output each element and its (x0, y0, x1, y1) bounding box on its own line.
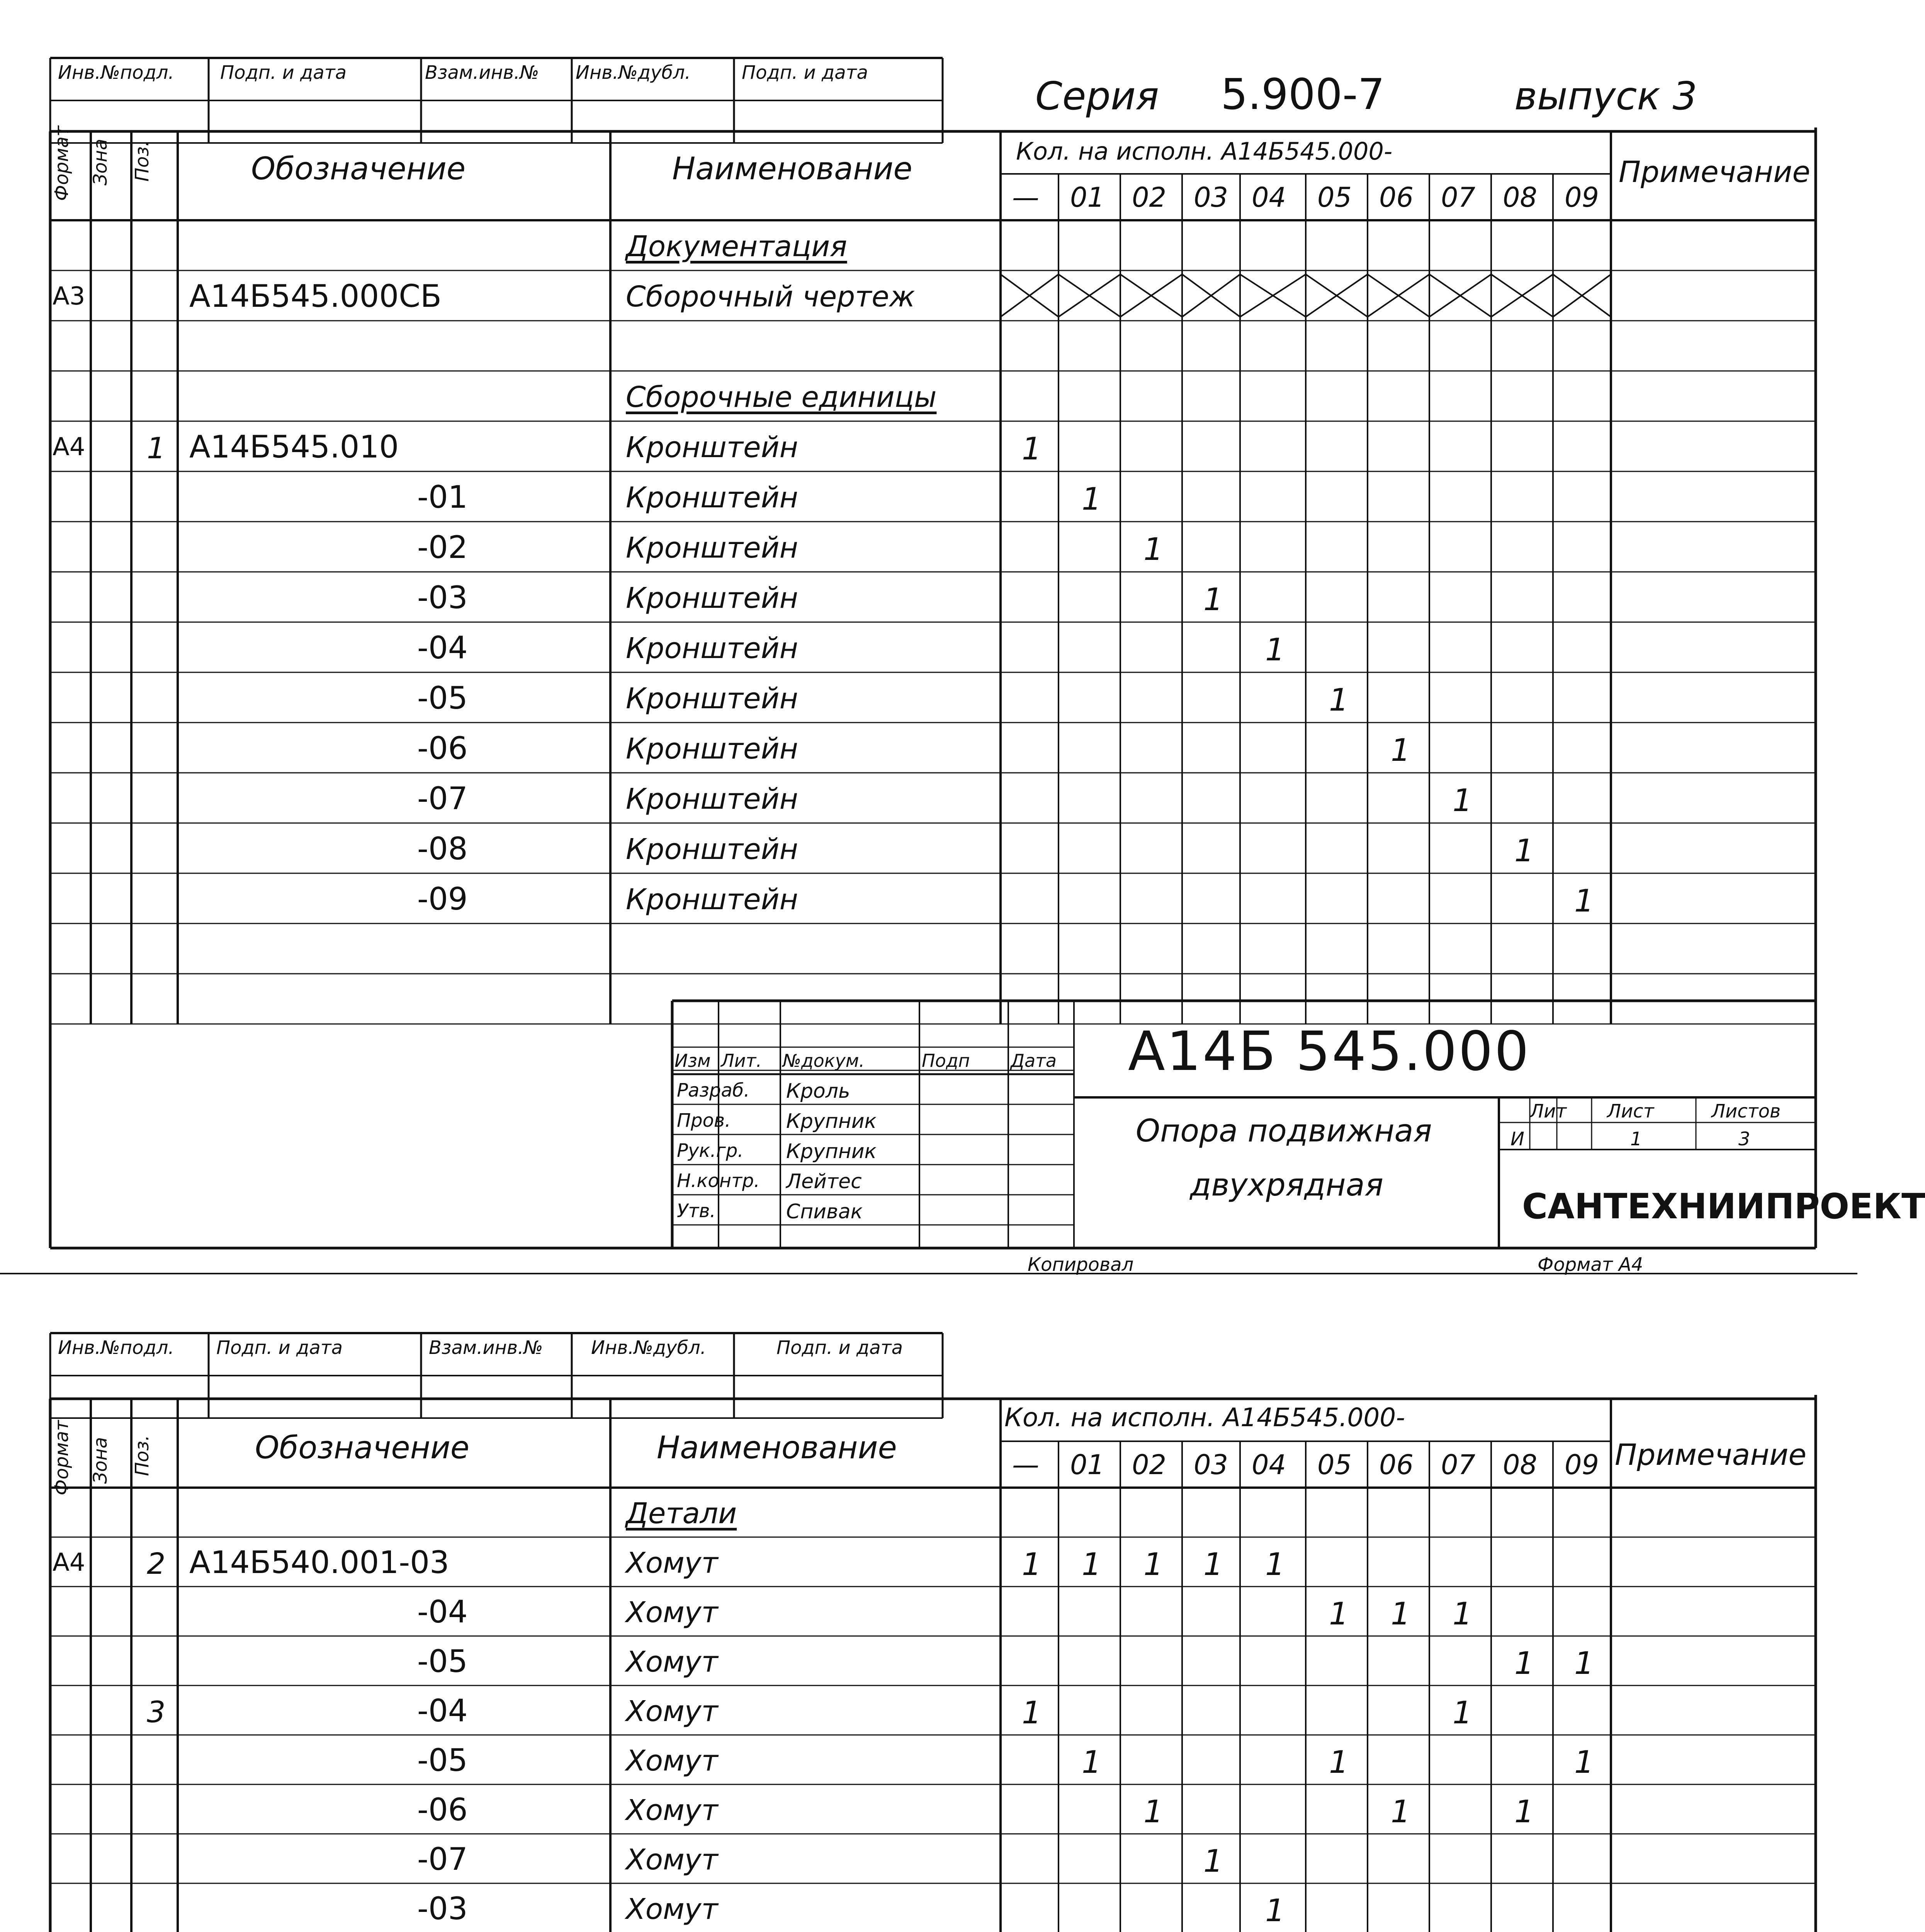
sheet-label-1: Лист (1607, 1100, 1654, 1122)
row-name: Хомут (626, 1546, 718, 1580)
variant-label: 07 (1441, 1449, 1476, 1481)
variant-label: — (1012, 182, 1039, 213)
col-name-2: Наименование (657, 1430, 897, 1466)
qty-value: 1 (1022, 1695, 1042, 1731)
qty-value: 1 (1265, 632, 1285, 668)
qty-value: 1 (1082, 481, 1101, 517)
qty-value: 1 (1574, 1645, 1594, 1681)
qty-value: 1 (1082, 1546, 1101, 1582)
variant-label: 06 (1379, 1449, 1414, 1481)
row-designation: -04 (417, 1693, 468, 1729)
row-designation: -07 (417, 1841, 468, 1877)
qty-value: 1 (1391, 732, 1410, 768)
row-name: Кронштейн (626, 431, 798, 464)
row-name: Хомут (626, 1645, 718, 1679)
title-block-name: Кроль (786, 1080, 850, 1103)
stamp-label-replaced-inv-2: Взам.инв.№ (429, 1337, 543, 1359)
col-note-2: Примечание (1615, 1437, 1807, 1472)
col-zone-2: Зона (90, 1437, 111, 1484)
variant-label: 01 (1070, 1449, 1105, 1481)
title-block-role: Разраб. (677, 1080, 750, 1101)
row-name: Кронштейн (626, 782, 798, 816)
qty-value: 1 (1143, 531, 1163, 567)
row-designation: -04 (417, 630, 468, 666)
qty-value: 1 (1391, 1596, 1410, 1632)
qty-value: 1 (1391, 1794, 1410, 1830)
stamp-label-replaced-inv: Взам.инв.№ (425, 62, 539, 83)
row-format: А3 (53, 282, 85, 311)
qty-value: 1 (1203, 1843, 1223, 1879)
col-note: Примечание (1619, 155, 1811, 189)
variant-label: 02 (1132, 182, 1167, 213)
row-designation: -05 (417, 680, 468, 716)
stamp-label-sign-date-2a: Подп. и дата (216, 1337, 343, 1359)
row-designation: -03 (417, 1891, 468, 1927)
sheet-value-1: 1 (1630, 1128, 1642, 1150)
qty-value: 1 (1574, 1744, 1594, 1780)
qty-value: 1 (1022, 1546, 1042, 1582)
stamp-label-sign-date-2: Подп. и дата (742, 62, 868, 83)
row-format: А4 (53, 1548, 85, 1577)
qty-value: 1 (1574, 883, 1594, 919)
row-name: Хомут (626, 1794, 718, 1827)
variant-label: 08 (1503, 1449, 1538, 1481)
format-label-1: Формат А4 (1538, 1254, 1643, 1276)
qty-value: 1 (1329, 682, 1349, 718)
title-block-role: Н.контр. (677, 1170, 760, 1192)
doc-title-line2: двухрядная (1190, 1167, 1383, 1203)
stamp-label-inv-orig: Инв.№подл. (58, 62, 174, 83)
qty-value: 1 (1082, 1744, 1101, 1780)
col-format-2: Формат (51, 1420, 73, 1495)
title-block-role: Рук.гр. (677, 1140, 744, 1162)
qty-value: 1 (1329, 1596, 1349, 1632)
row-name: Хомут (626, 1893, 718, 1926)
variant-label: 05 (1317, 182, 1352, 213)
qty-value: 1 (1453, 782, 1472, 818)
qty-value: 1 (1514, 1645, 1534, 1681)
row-name: Документация (626, 230, 847, 263)
row-designation: -01 (417, 479, 468, 515)
row-name: Хомут (626, 1843, 718, 1876)
title-block-head-label: Подп (922, 1050, 970, 1071)
row-name: Кронштейн (626, 883, 798, 916)
row-designation: -02 (417, 529, 468, 565)
row-position: 1 (147, 431, 166, 465)
doc-code-1: А14Б 545.000 (1128, 1020, 1531, 1083)
stamp-label-sign-date: Подп. и дата (220, 62, 347, 83)
qty-value: 1 (1265, 1893, 1285, 1929)
title-block-name: Лейтес (786, 1170, 862, 1193)
row-designation: -04 (417, 1594, 468, 1630)
variant-label: 02 (1132, 1449, 1167, 1481)
row-designation: А14Б540.001-03 (189, 1544, 449, 1580)
row-position: 3 (147, 1695, 166, 1729)
row-name: Детали (626, 1497, 737, 1530)
stamp-label-sign-date-2b: Подп. и дата (776, 1337, 903, 1359)
qty-value: 1 (1203, 1546, 1223, 1582)
row-designation: А14Б545.000СБ (189, 278, 442, 314)
lit-label: Лит (1530, 1100, 1567, 1122)
copied-label-1: Копировал (1028, 1254, 1134, 1276)
row-name: Хомут (626, 1596, 718, 1629)
qty-value: 1 (1453, 1695, 1472, 1731)
qty-value: 1 (1203, 582, 1223, 617)
series-value: 5.900-7 (1221, 70, 1385, 119)
stamp-label-inv-dup-2: Инв.№дубл. (591, 1337, 706, 1359)
col-designation: Обозначение (251, 151, 466, 187)
variant-label: — (1012, 1449, 1039, 1481)
variant-label: 07 (1441, 182, 1476, 213)
stamp-label-inv-dup: Инв.№дубл. (576, 62, 691, 83)
variant-label: 05 (1317, 1449, 1352, 1481)
row-position: 2 (147, 1546, 166, 1581)
qty-value: 1 (1022, 431, 1042, 467)
row-name: Кронштейн (626, 481, 798, 514)
row-name: Хомут (626, 1695, 718, 1728)
title-block-head-label: Лит. (721, 1050, 762, 1071)
row-name: Кронштейн (626, 531, 798, 565)
sheet-2 (0, 1275, 1857, 1932)
doc-title-line1: Опора подвижная (1136, 1113, 1432, 1149)
variant-label: 03 (1194, 182, 1228, 213)
row-name: Хомут (626, 1744, 718, 1777)
col-zone: Зона (90, 139, 111, 185)
title-block-name: Крупник (786, 1140, 877, 1163)
col-qty-header-2: Кол. на исполн. А14Б545.000- (1004, 1403, 1405, 1432)
sheet-2-grid (0, 1275, 1857, 1932)
title-block-role: Пров. (677, 1110, 731, 1131)
qty-value: 1 (1143, 1546, 1163, 1582)
col-format: Формат (51, 126, 73, 201)
series-label: Серия (1035, 73, 1159, 119)
row-name: Кронштейн (626, 732, 798, 765)
title-block-name: Спивак (786, 1200, 863, 1223)
row-designation: -07 (417, 781, 468, 816)
variant-label: 03 (1194, 1449, 1228, 1481)
row-name: Кронштейн (626, 632, 798, 665)
row-designation: -06 (417, 1792, 468, 1828)
title-block-head-label: Дата (1011, 1050, 1057, 1071)
title-block-head-label: Изм (675, 1050, 711, 1071)
row-designation: -03 (417, 580, 468, 616)
row-designation: -06 (417, 730, 468, 766)
row-designation: -09 (417, 881, 468, 917)
col-qty-header: Кол. на исполн. А14Б545.000- (1016, 137, 1393, 165)
variant-label: 09 (1565, 182, 1599, 213)
variant-label: 04 (1252, 1449, 1286, 1481)
row-designation: -05 (417, 1643, 468, 1679)
qty-value: 1 (1265, 1546, 1285, 1582)
sheets-label: Листов (1711, 1100, 1781, 1122)
row-format: А4 (53, 433, 85, 461)
qty-value: 1 (1453, 1596, 1472, 1632)
org-name: САНТЕХНИИПРОЕКТ (1522, 1186, 1925, 1227)
qty-value: 1 (1329, 1744, 1349, 1780)
row-name: Сборочные единицы (626, 381, 937, 414)
variant-label: 06 (1379, 182, 1414, 213)
col-pos-2: Поз. (131, 1435, 153, 1476)
row-designation: -05 (417, 1742, 468, 1778)
row-designation: -08 (417, 831, 468, 867)
col-designation-2: Обозначение (255, 1430, 470, 1466)
lit-value: И (1510, 1128, 1524, 1150)
row-name: Кронштейн (626, 682, 798, 715)
title-block-name: Крупник (786, 1110, 877, 1133)
qty-value: 1 (1143, 1794, 1163, 1830)
row-name: Кронштейн (626, 582, 798, 615)
col-name: Наименование (672, 151, 912, 187)
stamp-label-inv-orig-2: Инв.№подл. (58, 1337, 174, 1359)
variant-label: 04 (1252, 182, 1286, 213)
row-name: Кронштейн (626, 833, 798, 866)
qty-value: 1 (1514, 833, 1534, 869)
row-designation: А14Б545.010 (189, 429, 399, 465)
issue-label: выпуск 3 (1514, 73, 1697, 119)
sheets-value: 3 (1738, 1128, 1750, 1150)
title-block-head-label: №докум. (783, 1050, 865, 1071)
row-name: Сборочный чертеж (626, 280, 915, 313)
variant-label: 08 (1503, 182, 1538, 213)
qty-value: 1 (1514, 1794, 1534, 1830)
col-pos: Поз. (131, 140, 153, 182)
variant-label: 09 (1565, 1449, 1599, 1481)
title-block-role: Утв. (677, 1200, 716, 1222)
variant-label: 01 (1070, 182, 1105, 213)
